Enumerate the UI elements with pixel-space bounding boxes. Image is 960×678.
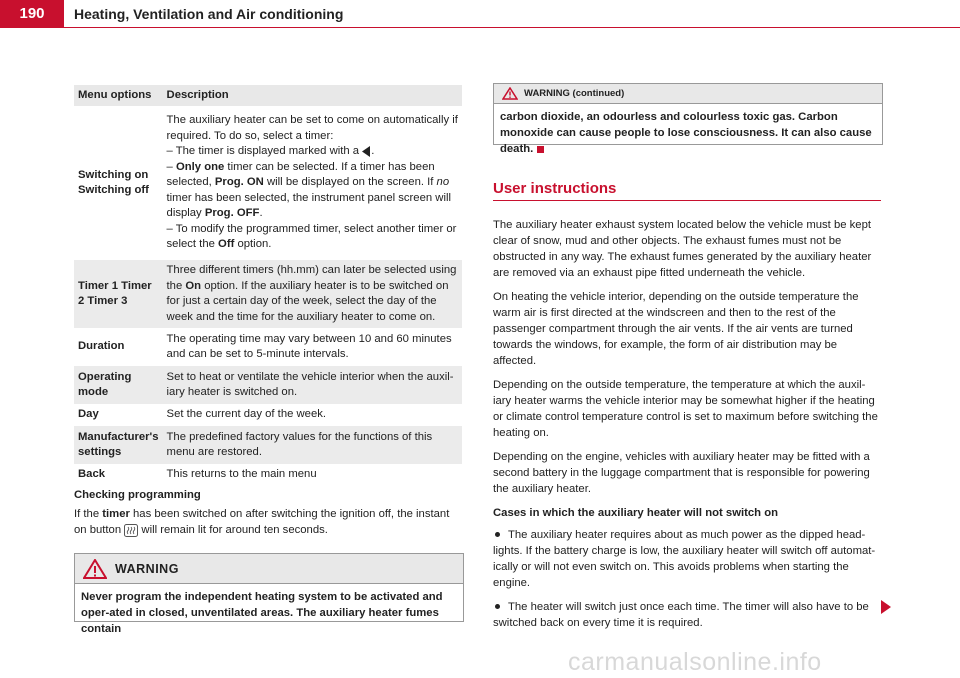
desc-operating-mode: Set to heat or ventilate the vehicle interior when the auxil-iary heater is switched on.: [163, 366, 462, 404]
desc-bold: Only one: [175, 160, 225, 173]
section-rule: [493, 200, 881, 201]
para-text: will remain lit for around ten seconds.: [138, 524, 328, 536]
paragraph: The auxiliary heater exhaust system located below the vehicle must be kept clear of snow, mud and other objects. The exhaust fumes must not be obstructed in any way. The exhaust fumes generated by the auxiliary heater are removed via an exhaust pipe fitted underneath the vehicle.: [493, 219, 872, 279]
paragraph: On heating the vehicle interior, depending on the outside temperature the warm air is first directed at the windscreen and then to the rest of the passenger compartment through the air vents. If the air vents are turned towards the windows, for example, the form of air distribution may be affected.: [493, 291, 859, 367]
header-rule: [64, 27, 960, 28]
desc-line: [167, 160, 458, 222]
triangle-marker-icon: [362, 146, 371, 157]
desc-text: option.: [234, 238, 272, 251]
para-text: If the: [74, 508, 103, 520]
warning-header: [75, 554, 463, 584]
warning-continued-body: carbon dioxide, an odourless and colourless toxic gas. Carbon monoxide can cause people to lose consciousness. It can also cause death.: [500, 111, 872, 155]
desc-day: Set the current day of the week.: [166, 408, 327, 421]
col-header-description: Description: [163, 85, 462, 106]
checking-paragraph: [74, 506, 464, 538]
page-header: [0, 0, 960, 28]
warning-continued-text: [494, 104, 882, 162]
desc-bold: Prog. OFF: [204, 207, 260, 220]
option-day: Day: [78, 408, 99, 421]
bullet-text: The auxiliary heater requires about as much power as the dipped head-lights. If the battery charge is low, the auxiliary heater will switch off automat-ically or will not even switch on. This avoids problems when starting the engine.: [493, 529, 876, 589]
desc-text: .: [259, 207, 263, 220]
warning-triangle-icon: [83, 559, 107, 579]
bullet-item: [493, 527, 883, 591]
option-duration: Duration: [78, 340, 125, 353]
page-number: 190: [0, 0, 64, 28]
bullet-text: The heater will switch just once each time. The timer will also have to be switched back on every time it is required.: [493, 601, 869, 629]
desc-bold: Prog. ON: [214, 176, 264, 189]
desc-text: Three different timers (hh.mm) can later be selected using the: [166, 264, 457, 292]
end-marker-icon: [537, 146, 544, 153]
desc-duration: The operating time may vary between 10 and 60 minutes and can be set to 5-minute intervals.: [166, 332, 452, 360]
warning-box: [74, 553, 464, 635]
menu-options-table: [74, 85, 462, 486]
page-title: Heating, Ventilation and Air conditioning: [74, 6, 344, 22]
warning-continued-header: [494, 84, 882, 104]
desc-text: –: [166, 160, 176, 173]
desc-line: – The timer is displayed marked with a .: [166, 145, 375, 158]
desc-text: timer has been selected, the instrument panel screen will display: [166, 191, 451, 220]
option-manufacturer-settings: Manufacturer's settings: [74, 426, 163, 464]
section-title: User instructions: [493, 180, 617, 197]
bullet-icon: [495, 604, 500, 609]
paragraph: Depending on the engine, vehicles with auxiliary heater may be fitted with a second battery in the luggage compartment that is responsible for powering the auxiliary heater.: [493, 451, 870, 495]
desc-line: The auxiliary heater can be set to come on automatically if required. To do so, select a timer:: [166, 114, 458, 142]
checking-heading: Checking programming: [74, 489, 201, 501]
desc-back: This returns to the main menu: [166, 468, 317, 481]
bullet-icon: [495, 532, 500, 537]
option-timers: Timer 1 Timer 2 Timer 3: [74, 260, 163, 328]
warning-continued-box: [493, 83, 883, 155]
user-instructions-body: [493, 217, 883, 639]
heater-button-icon: [124, 524, 138, 537]
watermark: carmanualsonline.info: [568, 648, 822, 676]
para-bold: timer: [102, 508, 130, 520]
col-header-option: Menu options: [74, 85, 163, 106]
option-back: Back: [78, 468, 106, 481]
para-text: has been switched on after switching the ignition off, the instant on button: [74, 508, 450, 536]
desc-switching: [163, 106, 462, 260]
option-switching: Switching on Switching off: [78, 168, 149, 196]
continue-arrow-icon: [881, 600, 891, 614]
desc-text: will be displayed on the screen. If: [263, 176, 437, 189]
cases-heading: Cases in which the auxiliary heater will not switch on: [493, 507, 779, 519]
warning-title: WARNING: [115, 561, 179, 576]
desc-manufacturer-settings: The predefined factory values for the functions of this menu are restored.: [163, 426, 462, 464]
desc-line: [167, 222, 458, 253]
desc-text: – To modify the programmed timer, select another timer or select the: [166, 222, 457, 251]
desc-bold: Off: [218, 238, 235, 251]
warning-triangle-icon: [502, 87, 518, 100]
bullet-item: [493, 599, 883, 631]
desc-text: timer can be selected. If a timer has been selected,: [166, 160, 435, 189]
warning-continued-title: WARNING (continued): [524, 88, 625, 99]
desc-text: – The timer is displayed marked with a: [166, 145, 360, 158]
desc-timers: [163, 260, 462, 328]
option-operating-mode: Operating mode: [74, 366, 163, 404]
desc-bold: On: [185, 279, 202, 292]
paragraph: Depending on the outside temperature, the temperature at which the auxil-iary heater warms the vehicle interior may be somewhat higher if the heating or climate control temperature control is set to maximum before switching the heating on.: [493, 379, 878, 439]
desc-italic: no: [436, 176, 450, 189]
warning-text: Never program the independent heating system to be activated and oper-ated in closed, unventilated areas. The auxiliary heater fumes contain: [81, 591, 443, 635]
desc-text: option. If the auxiliary heater is to be switched on for just a certain day of the week, select the day of the week and the time for the auxiliary heater to come on.: [166, 279, 449, 323]
